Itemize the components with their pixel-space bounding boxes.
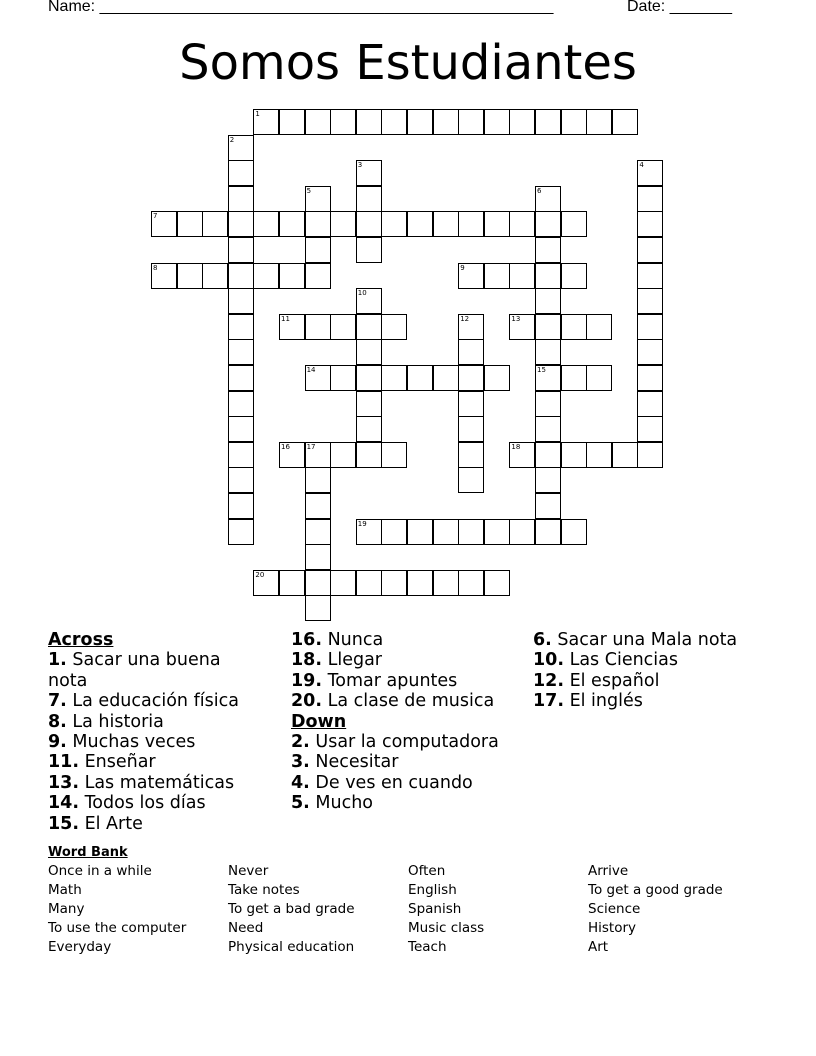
- crossword-cell[interactable]: [381, 211, 407, 237]
- crossword-cell[interactable]: [253, 570, 279, 596]
- crossword-cell[interactable]: [535, 519, 561, 545]
- clue-text: Nunca: [322, 630, 384, 650]
- clue-number: 18: [511, 442, 521, 451]
- crossword-cell[interactable]: [228, 339, 254, 365]
- crossword-cell[interactable]: [458, 391, 484, 417]
- crossword-cell[interactable]: [381, 365, 407, 391]
- crossword-cell[interactable]: [279, 570, 305, 596]
- clue-number: 4: [639, 161, 644, 170]
- crossword-cell[interactable]: [356, 109, 382, 135]
- crossword-cell[interactable]: [535, 493, 561, 519]
- clue-number-label: 7.: [48, 691, 67, 712]
- crossword-cell[interactable]: [535, 186, 561, 212]
- clue-number-label: 17.: [533, 691, 565, 712]
- clue-number-label: 13.: [48, 772, 80, 793]
- crossword-cell[interactable]: [253, 211, 279, 237]
- crossword-cell[interactable]: [637, 416, 663, 442]
- crossword-cell[interactable]: [637, 186, 663, 212]
- crossword-cell[interactable]: [356, 442, 382, 468]
- crossword-cell[interactable]: [637, 339, 663, 365]
- crossword-cell[interactable]: [330, 314, 356, 340]
- clue-number: 7: [153, 212, 158, 221]
- clue-item: [48, 712, 248, 732]
- clue-text: Las Ciencias: [564, 650, 678, 671]
- crossword-cell[interactable]: [356, 186, 382, 212]
- clue-text: Enseñar: [79, 752, 156, 773]
- crossword-cell[interactable]: [279, 314, 305, 340]
- page-title: Somos Estudiantes: [179, 35, 637, 91]
- crossword-cell[interactable]: [637, 211, 663, 237]
- crossword-cell[interactable]: [228, 467, 254, 493]
- word-bank-item: English: [408, 882, 457, 898]
- clue-item: [291, 650, 521, 670]
- crossword-cell[interactable]: [228, 314, 254, 340]
- crossword-cell[interactable]: [458, 263, 484, 289]
- clue-number: 10: [357, 289, 367, 298]
- crossword-cell[interactable]: [253, 109, 279, 135]
- clue-number: 13: [511, 314, 521, 323]
- date-field-label: Date: _______: [627, 0, 732, 15]
- crossword-cell[interactable]: [407, 570, 433, 596]
- word-bank-title: Word Bank: [48, 845, 128, 860]
- crossword-cell[interactable]: [637, 288, 663, 314]
- crossword-cell[interactable]: [458, 416, 484, 442]
- crossword-cell[interactable]: [305, 314, 331, 340]
- crossword-cell[interactable]: [305, 263, 331, 289]
- crossword-cell[interactable]: [356, 237, 382, 263]
- clue-number-label: 10.: [533, 650, 565, 671]
- clue-text: El Arte: [79, 813, 143, 834]
- crossword-cell[interactable]: [305, 595, 331, 621]
- crossword-cell[interactable]: [305, 365, 331, 391]
- clue-text: Sacar una Mala nota: [551, 630, 738, 650]
- crossword-cell[interactable]: [381, 519, 407, 545]
- crossword-cell[interactable]: [305, 237, 331, 263]
- crossword-cell[interactable]: [177, 263, 203, 289]
- clue-number-label: 12.: [533, 670, 565, 691]
- crossword-cell[interactable]: [228, 237, 254, 263]
- word-bank-item: Physical education: [228, 939, 355, 955]
- crossword-cell[interactable]: [561, 314, 587, 340]
- crossword-cell[interactable]: [484, 570, 510, 596]
- word-bank-item: Many: [48, 901, 85, 917]
- clue-number: 3: [357, 161, 363, 170]
- crossword-cell[interactable]: [305, 109, 331, 135]
- word-bank-item: To get a bad grade: [228, 901, 355, 917]
- clue-text: La historia: [66, 711, 164, 732]
- crossword-cell[interactable]: [509, 109, 535, 135]
- crossword-cell[interactable]: [305, 467, 331, 493]
- crossword-cell[interactable]: [586, 442, 612, 468]
- clue-number-label: 2.: [291, 732, 310, 753]
- crossword-cell[interactable]: [561, 211, 587, 237]
- crossword-cell[interactable]: [535, 442, 561, 468]
- crossword-cell[interactable]: [586, 109, 612, 135]
- crossword-cell[interactable]: [637, 263, 663, 289]
- crossword-cell[interactable]: [228, 442, 254, 468]
- clues-column-2: [291, 630, 521, 814]
- crossword-cell[interactable]: [407, 211, 433, 237]
- crossword-cell[interactable]: [202, 263, 228, 289]
- crossword-cell[interactable]: [305, 544, 331, 570]
- crossword-cell[interactable]: [612, 109, 638, 135]
- crossword-cell[interactable]: [509, 519, 535, 545]
- crossword-cell[interactable]: [535, 288, 561, 314]
- crossword-cell[interactable]: [228, 186, 254, 212]
- crossword-cell[interactable]: [484, 365, 510, 391]
- clue-heading: Across: [48, 630, 114, 650]
- crossword-cell[interactable]: [305, 442, 331, 468]
- crossword-cell[interactable]: [509, 211, 535, 237]
- clue-number: 20: [255, 570, 265, 579]
- crossword-cell[interactable]: [330, 570, 356, 596]
- clue-number: 8: [153, 263, 158, 272]
- crossword-cell[interactable]: [561, 365, 587, 391]
- crossword-cell[interactable]: [356, 339, 382, 365]
- clue-number-label: 6.: [533, 630, 552, 650]
- crossword-cell[interactable]: [433, 211, 459, 237]
- crossword-cell[interactable]: [535, 416, 561, 442]
- clue-text: Usar la computadora: [309, 732, 499, 753]
- clue-text: Todos los días: [79, 793, 206, 814]
- clue-item: [291, 630, 521, 650]
- crossword-cell[interactable]: [356, 211, 382, 237]
- clue-number-label: 14.: [48, 793, 80, 814]
- clue-number-label: 8.: [48, 711, 67, 732]
- clue-item: [291, 793, 521, 813]
- crossword-cell[interactable]: [509, 314, 535, 340]
- clue-item: [291, 691, 521, 711]
- word-bank-item: To get a good grade: [588, 882, 723, 898]
- clue-number-label: 19.: [291, 670, 323, 691]
- crossword-cell[interactable]: [305, 211, 331, 237]
- crossword-cell[interactable]: [279, 211, 305, 237]
- word-bank-item: History: [588, 920, 637, 936]
- crossword-cell[interactable]: [509, 263, 535, 289]
- clue-text: El español: [564, 670, 660, 691]
- crossword-cell[interactable]: [637, 314, 663, 340]
- clue-item: [48, 793, 248, 813]
- clue-item: [48, 732, 248, 752]
- crossword-cell[interactable]: [356, 160, 382, 186]
- crossword-cell[interactable]: [228, 288, 254, 314]
- crossword-cell[interactable]: [279, 263, 305, 289]
- crossword-cell[interactable]: [381, 570, 407, 596]
- crossword-cell[interactable]: [279, 109, 305, 135]
- clue-item: [291, 732, 521, 752]
- crossword-cell[interactable]: [535, 467, 561, 493]
- clue-number: 17: [306, 442, 316, 451]
- crossword-cell[interactable]: [535, 109, 561, 135]
- clue-item: [291, 671, 521, 691]
- crossword-cell[interactable]: [637, 365, 663, 391]
- clue-item: [48, 752, 248, 772]
- crossword-cell[interactable]: [228, 365, 254, 391]
- crossword-cell[interactable]: [356, 519, 382, 545]
- crossword-cell[interactable]: [228, 416, 254, 442]
- crossword-cell[interactable]: [330, 109, 356, 135]
- clue-item: [291, 773, 521, 793]
- crossword-cell[interactable]: [356, 314, 382, 340]
- clue-text: Sacar una buena nota: [48, 650, 221, 691]
- crossword-cell[interactable]: [458, 442, 484, 468]
- crossword-cell[interactable]: [177, 211, 203, 237]
- crossword-cell[interactable]: [202, 211, 228, 237]
- name-field-label: Name: ___________________________________________________: [48, 0, 554, 15]
- crossword-cell[interactable]: [458, 339, 484, 365]
- clue-item: [533, 671, 793, 691]
- crossword-cell[interactable]: [535, 237, 561, 263]
- clue-text: Las matemáticas: [79, 772, 235, 793]
- crossword-cell[interactable]: [535, 263, 561, 289]
- crossword-cell[interactable]: [433, 570, 459, 596]
- word-bank-item: Science: [588, 901, 641, 917]
- clue-text: La educación física: [66, 691, 239, 712]
- crossword-cell[interactable]: [535, 339, 561, 365]
- crossword-cell[interactable]: [279, 442, 305, 468]
- crossword-cell[interactable]: [458, 314, 484, 340]
- clue-number-label: 18.: [291, 650, 323, 671]
- crossword-cell[interactable]: [433, 365, 459, 391]
- word-bank-item: Never: [228, 863, 269, 879]
- word-bank-item: Arrive: [588, 863, 629, 879]
- crossword-cell[interactable]: [586, 365, 612, 391]
- word-bank-item: Music class: [408, 920, 485, 936]
- clue-number-label: 11.: [48, 752, 80, 773]
- crossword-cell[interactable]: [561, 442, 587, 468]
- clue-number-label: 15.: [48, 813, 80, 834]
- clues-column-3: [533, 630, 793, 712]
- clue-number: 1: [255, 110, 260, 118]
- clue-number: 14: [306, 366, 316, 374]
- clue-number: 15: [537, 366, 546, 374]
- clue-text: Necesitar: [309, 752, 399, 773]
- word-bank-item: Art: [588, 939, 609, 955]
- clue-number: 12: [460, 314, 470, 323]
- word-bank-item: Once in a while: [48, 863, 152, 879]
- crossword-cell[interactable]: [458, 365, 484, 391]
- clue-number: 5: [306, 186, 312, 195]
- crossword-cell[interactable]: [586, 314, 612, 340]
- word-bank-item: Need: [228, 920, 264, 936]
- crossword-cell[interactable]: [484, 109, 510, 135]
- crossword-cell[interactable]: [458, 467, 484, 493]
- clue-number-label: 9.: [48, 732, 67, 753]
- crossword-cell[interactable]: [381, 442, 407, 468]
- crossword-cell[interactable]: [305, 493, 331, 519]
- clue-number-label: 20.: [291, 691, 323, 712]
- crossword-cell[interactable]: [228, 263, 254, 289]
- crossword-cell[interactable]: [535, 391, 561, 417]
- clue-item: [48, 773, 248, 793]
- crossword-cell[interactable]: [637, 160, 663, 186]
- crossword-cell[interactable]: [484, 263, 510, 289]
- crossword-cell[interactable]: [228, 391, 254, 417]
- crossword-cell[interactable]: [433, 109, 459, 135]
- clue-text: Tomar apuntes: [322, 670, 458, 691]
- crossword-cell[interactable]: [637, 237, 663, 263]
- clue-number-label: 4.: [291, 772, 310, 793]
- crossword-cell[interactable]: [151, 211, 177, 237]
- crossword-cell[interactable]: [407, 519, 433, 545]
- crossword-cell[interactable]: [458, 570, 484, 596]
- clue-item: [48, 814, 248, 834]
- word-bank-item: Take notes: [228, 882, 300, 898]
- clue-number-label: 3.: [291, 752, 310, 773]
- clues-column-1: [48, 630, 248, 834]
- word-bank-item: Spanish: [408, 901, 462, 917]
- clue-text: Mucho: [309, 793, 374, 814]
- crossword-cell[interactable]: [535, 211, 561, 237]
- clue-number-label: 1.: [48, 650, 67, 671]
- clue-number-label: 5.: [291, 793, 310, 814]
- crossword-cell[interactable]: [305, 186, 331, 212]
- clue-item: [291, 752, 521, 772]
- crossword-cell[interactable]: [458, 519, 484, 545]
- clue-text: El inglés: [564, 691, 643, 712]
- crossword-cell[interactable]: [484, 519, 510, 545]
- crossword-cell[interactable]: [305, 570, 331, 596]
- crossword-cell[interactable]: [151, 263, 177, 289]
- crossword-cell[interactable]: [458, 109, 484, 135]
- clue-text: Llegar: [322, 650, 382, 671]
- crossword-cell[interactable]: [330, 442, 356, 468]
- crossword-cell[interactable]: [561, 263, 587, 289]
- clue-number: 9: [460, 263, 465, 272]
- word-bank-item: To use the computer: [48, 920, 187, 936]
- crossword-cell[interactable]: [228, 519, 254, 545]
- crossword-cell[interactable]: [228, 135, 254, 161]
- clue-item: [533, 650, 793, 670]
- word-bank-item: Everyday: [48, 939, 112, 955]
- clue-number-label: 16.: [291, 630, 323, 650]
- crossword-cell[interactable]: [535, 365, 561, 391]
- clue-text: La clase de musica: [322, 691, 495, 712]
- clue-number: 6: [537, 186, 542, 195]
- crossword-cell[interactable]: [535, 314, 561, 340]
- crossword-cell[interactable]: [228, 493, 254, 519]
- crossword-cell[interactable]: [228, 160, 254, 186]
- crossword-cell[interactable]: [356, 391, 382, 417]
- crossword-cell[interactable]: [484, 211, 510, 237]
- crossword-cell[interactable]: [253, 263, 279, 289]
- crossword-cell[interactable]: [356, 570, 382, 596]
- clue-heading: Down: [291, 711, 347, 732]
- clue-number: 2: [229, 135, 235, 144]
- crossword-cell[interactable]: [330, 211, 356, 237]
- crossword-cell[interactable]: [637, 442, 663, 468]
- crossword-cell[interactable]: [509, 442, 535, 468]
- crossword-cell[interactable]: [433, 519, 459, 545]
- crossword-cell[interactable]: [637, 391, 663, 417]
- crossword-cell[interactable]: [381, 109, 407, 135]
- word-bank-item: Teach: [408, 939, 447, 955]
- clue-item: [533, 630, 793, 650]
- crossword-cell[interactable]: [356, 365, 382, 391]
- crossword-cell[interactable]: [407, 109, 433, 135]
- crossword-cell[interactable]: [561, 109, 587, 135]
- word-bank-item: Often: [408, 863, 446, 879]
- clue-item: [533, 691, 793, 711]
- word-bank-item: Math: [48, 882, 82, 898]
- clue-text: De ves en cuando: [309, 772, 473, 793]
- crossword-cell[interactable]: [612, 442, 638, 468]
- clue-number: 11: [281, 314, 290, 323]
- clue-item: [48, 691, 248, 711]
- crossword-cell[interactable]: [458, 211, 484, 237]
- crossword-cell[interactable]: [561, 519, 587, 545]
- crossword-cell[interactable]: [356, 288, 382, 314]
- crossword-cell[interactable]: [330, 365, 356, 391]
- crossword-cell[interactable]: [228, 211, 254, 237]
- crossword-cell[interactable]: [305, 519, 331, 545]
- clue-number: 19: [357, 519, 367, 528]
- clue-item: [48, 650, 248, 691]
- clue-text: Muchas veces: [66, 732, 196, 753]
- clue-number: 16: [281, 442, 290, 451]
- crossword-cell[interactable]: [381, 314, 407, 340]
- crossword-cell[interactable]: [407, 365, 433, 391]
- crossword-cell[interactable]: [356, 416, 382, 442]
